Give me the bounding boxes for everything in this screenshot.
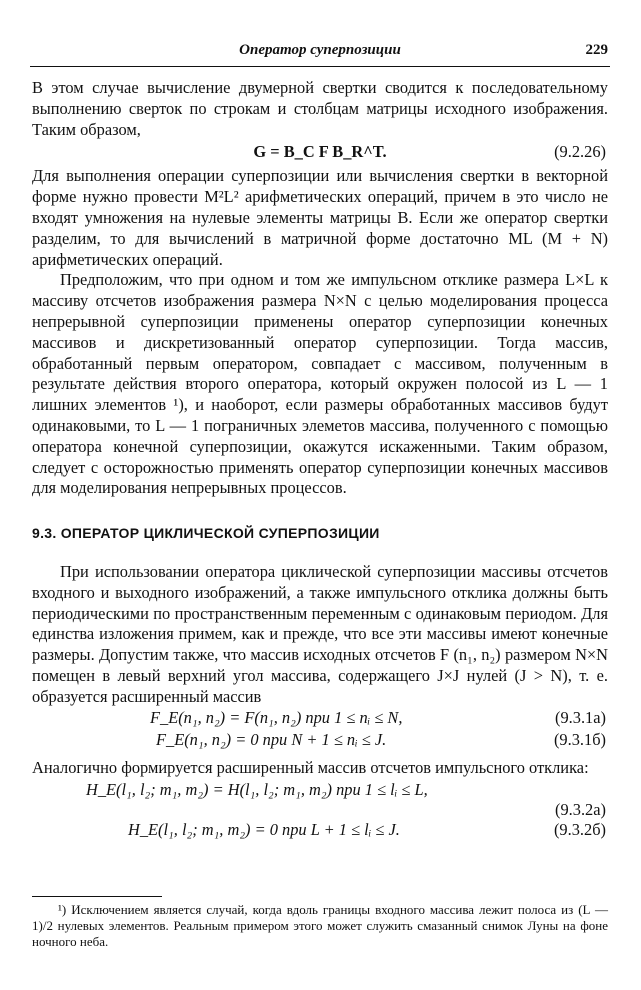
equation-9-3-2b xyxy=(32,820,608,842)
footnote-text: ¹) Исключением является случай, когда вдоль границы входного массива лежит полоса из (L — 1)/2 нулевых элементов. Реальным примером этого может служить смазанный снимок Луны на фоне ночного неба. xyxy=(32,902,608,949)
equation-9-2-26 xyxy=(32,142,608,164)
page-number: 229 xyxy=(585,42,608,58)
running-title: Оператор суперпозиции xyxy=(239,42,401,58)
equation-9-3-1a xyxy=(32,708,608,730)
paragraph-1: В этом случае вычисление двумерной свертки сводится к последовательному выполнению сверток по строкам и столбцам матрицы исходного изображения. Таким образом, xyxy=(32,78,608,139)
equation-formula: F_E(n₁, n₂) = F(n₁, n₂) при 1 ≤ nᵢ ≤ N, xyxy=(150,707,403,727)
equation-formula: H_E(l₁, l₂; m₁, m₂) = H(l₁, l₂; m₁, m₂) при 1 ≤ lᵢ ≤ L, xyxy=(86,780,428,800)
equation-number: (9.3.1б) xyxy=(553,729,606,749)
section-heading: 9.3. ОПЕРАТОР ЦИКЛИЧЕСКОЙ СУПЕРПОЗИЦИИ xyxy=(32,525,380,542)
paragraph-3: Предположим, что при одном и том же импульсном отклике размера L×L к массиву отсчетов изображения размера N×N с целью моделирования процесса непрерывной суперпозиции применены оператор суперпозиции конечных массивов и дискретизованный оператор суперпозиции. Тогда массив, обработанный первым оператором, совпадает с массивом, полученным в результате действия второго оператора, который окружен полосой из L — 1 лишних элементов ¹), и наоборот, если размеры обработанных массивов будут одинаковыми, то L — 1 пограничных элеметов массива, полученного с помощью оператора конечной суперпозиции, окажутся искаженными. Таким образом, следует с осторожностью применять оператор суперпозиции конечных массивов для моделирования непрерывных процессов. xyxy=(32,270,608,498)
equation-number: (9.3.2б) xyxy=(553,820,606,840)
page-header xyxy=(30,40,610,67)
equation-formula: F_E(n₁, n₂) = 0 при N + 1 ≤ nᵢ ≤ J. xyxy=(156,729,387,749)
paragraph-2: Для выполнения операции суперпозиции или вычисления свертки в векторной форме нужно провести M²L² арифметических операций, причем в это число не входят умножения на нулевые элементы матрицы B. Если же оператор свертки разделим, то для вычислений в матричной форме достаточно ML (M + N) арифметических операций. xyxy=(32,166,608,269)
equation-9-3-1b xyxy=(32,730,608,752)
paragraph-4: При использовании оператора циклической суперпозиции массивы отсчетов входного и выходного изображений, а также импульсного отклика должны быть периодическими по пространственным переменным с одинаковым периодом. Для единства изложения примем, как и прежде, что все эти массивы имеют конечные размеры. Допустим также, что массив исходных отсчетов F (n₁, n₂) размером N×N помещен в левый верхний угол массива, содержащего J×J нулей (J > N), т. е. образуется расширенный массив xyxy=(32,561,608,706)
equation-number: (9.3.1а) xyxy=(555,707,606,727)
equation-number: (9.3.2а) xyxy=(555,800,606,820)
footnote-rule xyxy=(32,896,162,897)
equation-formula: G = B_C F B_R^T. xyxy=(253,142,387,162)
equation-9-3-2a xyxy=(32,780,608,820)
equation-number: (9.2.26) xyxy=(554,142,606,162)
paragraph-5: Аналогично формируется расширенный массив отсчетов импульсного отклика: xyxy=(32,757,589,777)
page-body xyxy=(32,78,608,842)
equation-formula: H_E(l₁, l₂; m₁, m₂) = 0 при L + 1 ≤ lᵢ ≤ J. xyxy=(128,820,400,840)
footnote xyxy=(32,902,608,950)
